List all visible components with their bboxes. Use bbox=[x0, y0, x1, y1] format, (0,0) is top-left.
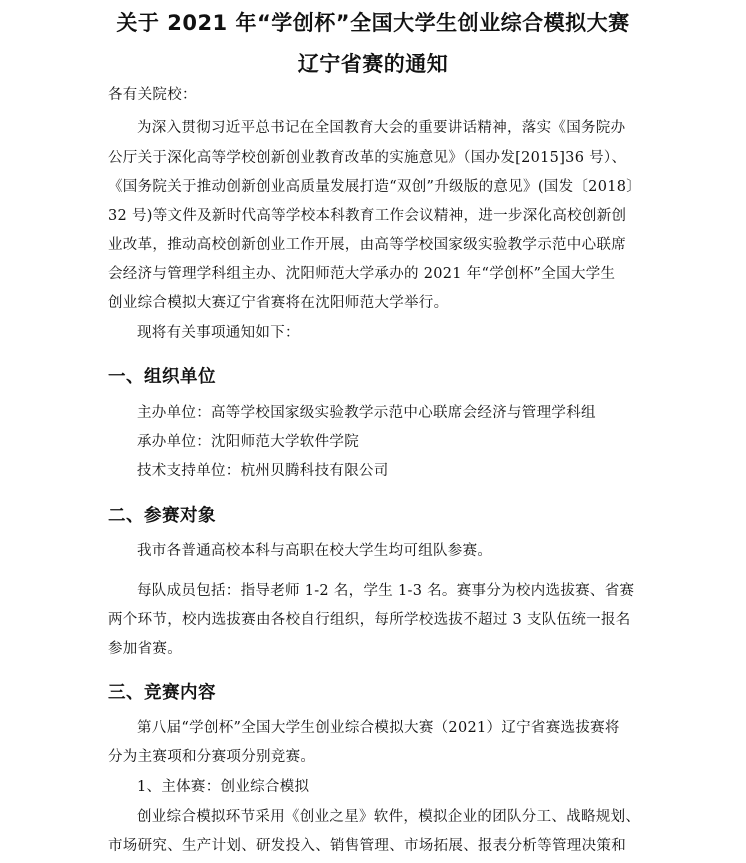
participants-line: 两个环节，校内选拔赛由各校自行组织，每所学校选拔不超过 3 支队伍统一报名 bbox=[108, 612, 631, 628]
notice-line: 现将有关事项通知如下： bbox=[137, 325, 300, 341]
intro-line: 为深入贯彻习近平总书记在全国教育大会的重要讲话精神，落实《国务院办 bbox=[137, 120, 626, 136]
document-title-line1: 关于 2021 年“学创杯”全国大学生创业综合模拟大赛 bbox=[116, 11, 630, 35]
content-line: 创业综合模拟环节采用《创业之星》软件，模拟企业的团队分工、战略规划、 bbox=[137, 809, 641, 825]
content-line: 第八届“学创杯”全国大学生创业综合模拟大赛（2021）辽宁省赛选拔赛将 bbox=[137, 720, 620, 736]
intro-line: 业改革，推动高校创新创业工作开展，由高等学校国家级实验教学示范中心联席 bbox=[108, 237, 626, 253]
intro-line: 公厅关于深化高等学校创新创业教育改革的实施意见》（国办发[2015]36 号）、 bbox=[108, 150, 627, 166]
organizer-item: 承办单位：沈阳师范大学软件学院 bbox=[137, 434, 359, 450]
document-title-line2: 辽宁省赛的通知 bbox=[297, 52, 449, 76]
content-line: 市场研究、生产计划、研发投入、销售管理、市场拓展、报表分析等管理决策和 bbox=[108, 838, 626, 854]
section-heading-participants: 二、参赛对象 bbox=[108, 506, 216, 526]
intro-line: 创业综合模拟大赛辽宁省赛将在沈阳师范大学举行。 bbox=[108, 295, 449, 311]
intro-line: 32 号)等文件及新时代高等学校本科教育工作会议精神，进一步深化高校创新创 bbox=[108, 208, 627, 224]
participants-line: 每队成员包括：指导老师 1-2 名，学生 1-3 名。赛事分为校内选拔赛、省赛 bbox=[137, 583, 635, 599]
organizer-item: 技术支持单位：杭州贝腾科技有限公司 bbox=[137, 463, 389, 479]
intro-line: 会经济与管理学科组主办、沈阳师范大学承办的 2021 年“学创杯”全国大学生 bbox=[108, 266, 616, 282]
content-line: 分为主赛项和分赛项分别竞赛。 bbox=[108, 749, 316, 765]
participants-line: 参加省赛。 bbox=[108, 641, 182, 657]
section-heading-organizers: 一、组织单位 bbox=[108, 367, 216, 387]
organizer-item: 主办单位：高等学校国家级实验教学示范中心联席会经济与管理学科组 bbox=[137, 405, 596, 421]
content-item-main: 1、主体赛：创业综合模拟 bbox=[137, 779, 310, 795]
participants-para: 我市各普通高校本科与高职在校大学生均可组队参赛。 bbox=[137, 543, 493, 559]
section-heading-content: 三、竞赛内容 bbox=[108, 683, 216, 703]
greeting: 各有关院校： bbox=[108, 87, 197, 103]
intro-line: 《国务院关于推动创新创业高质量发展打造“双创”升级版的意见》(国发〔2018〕 bbox=[108, 179, 642, 195]
